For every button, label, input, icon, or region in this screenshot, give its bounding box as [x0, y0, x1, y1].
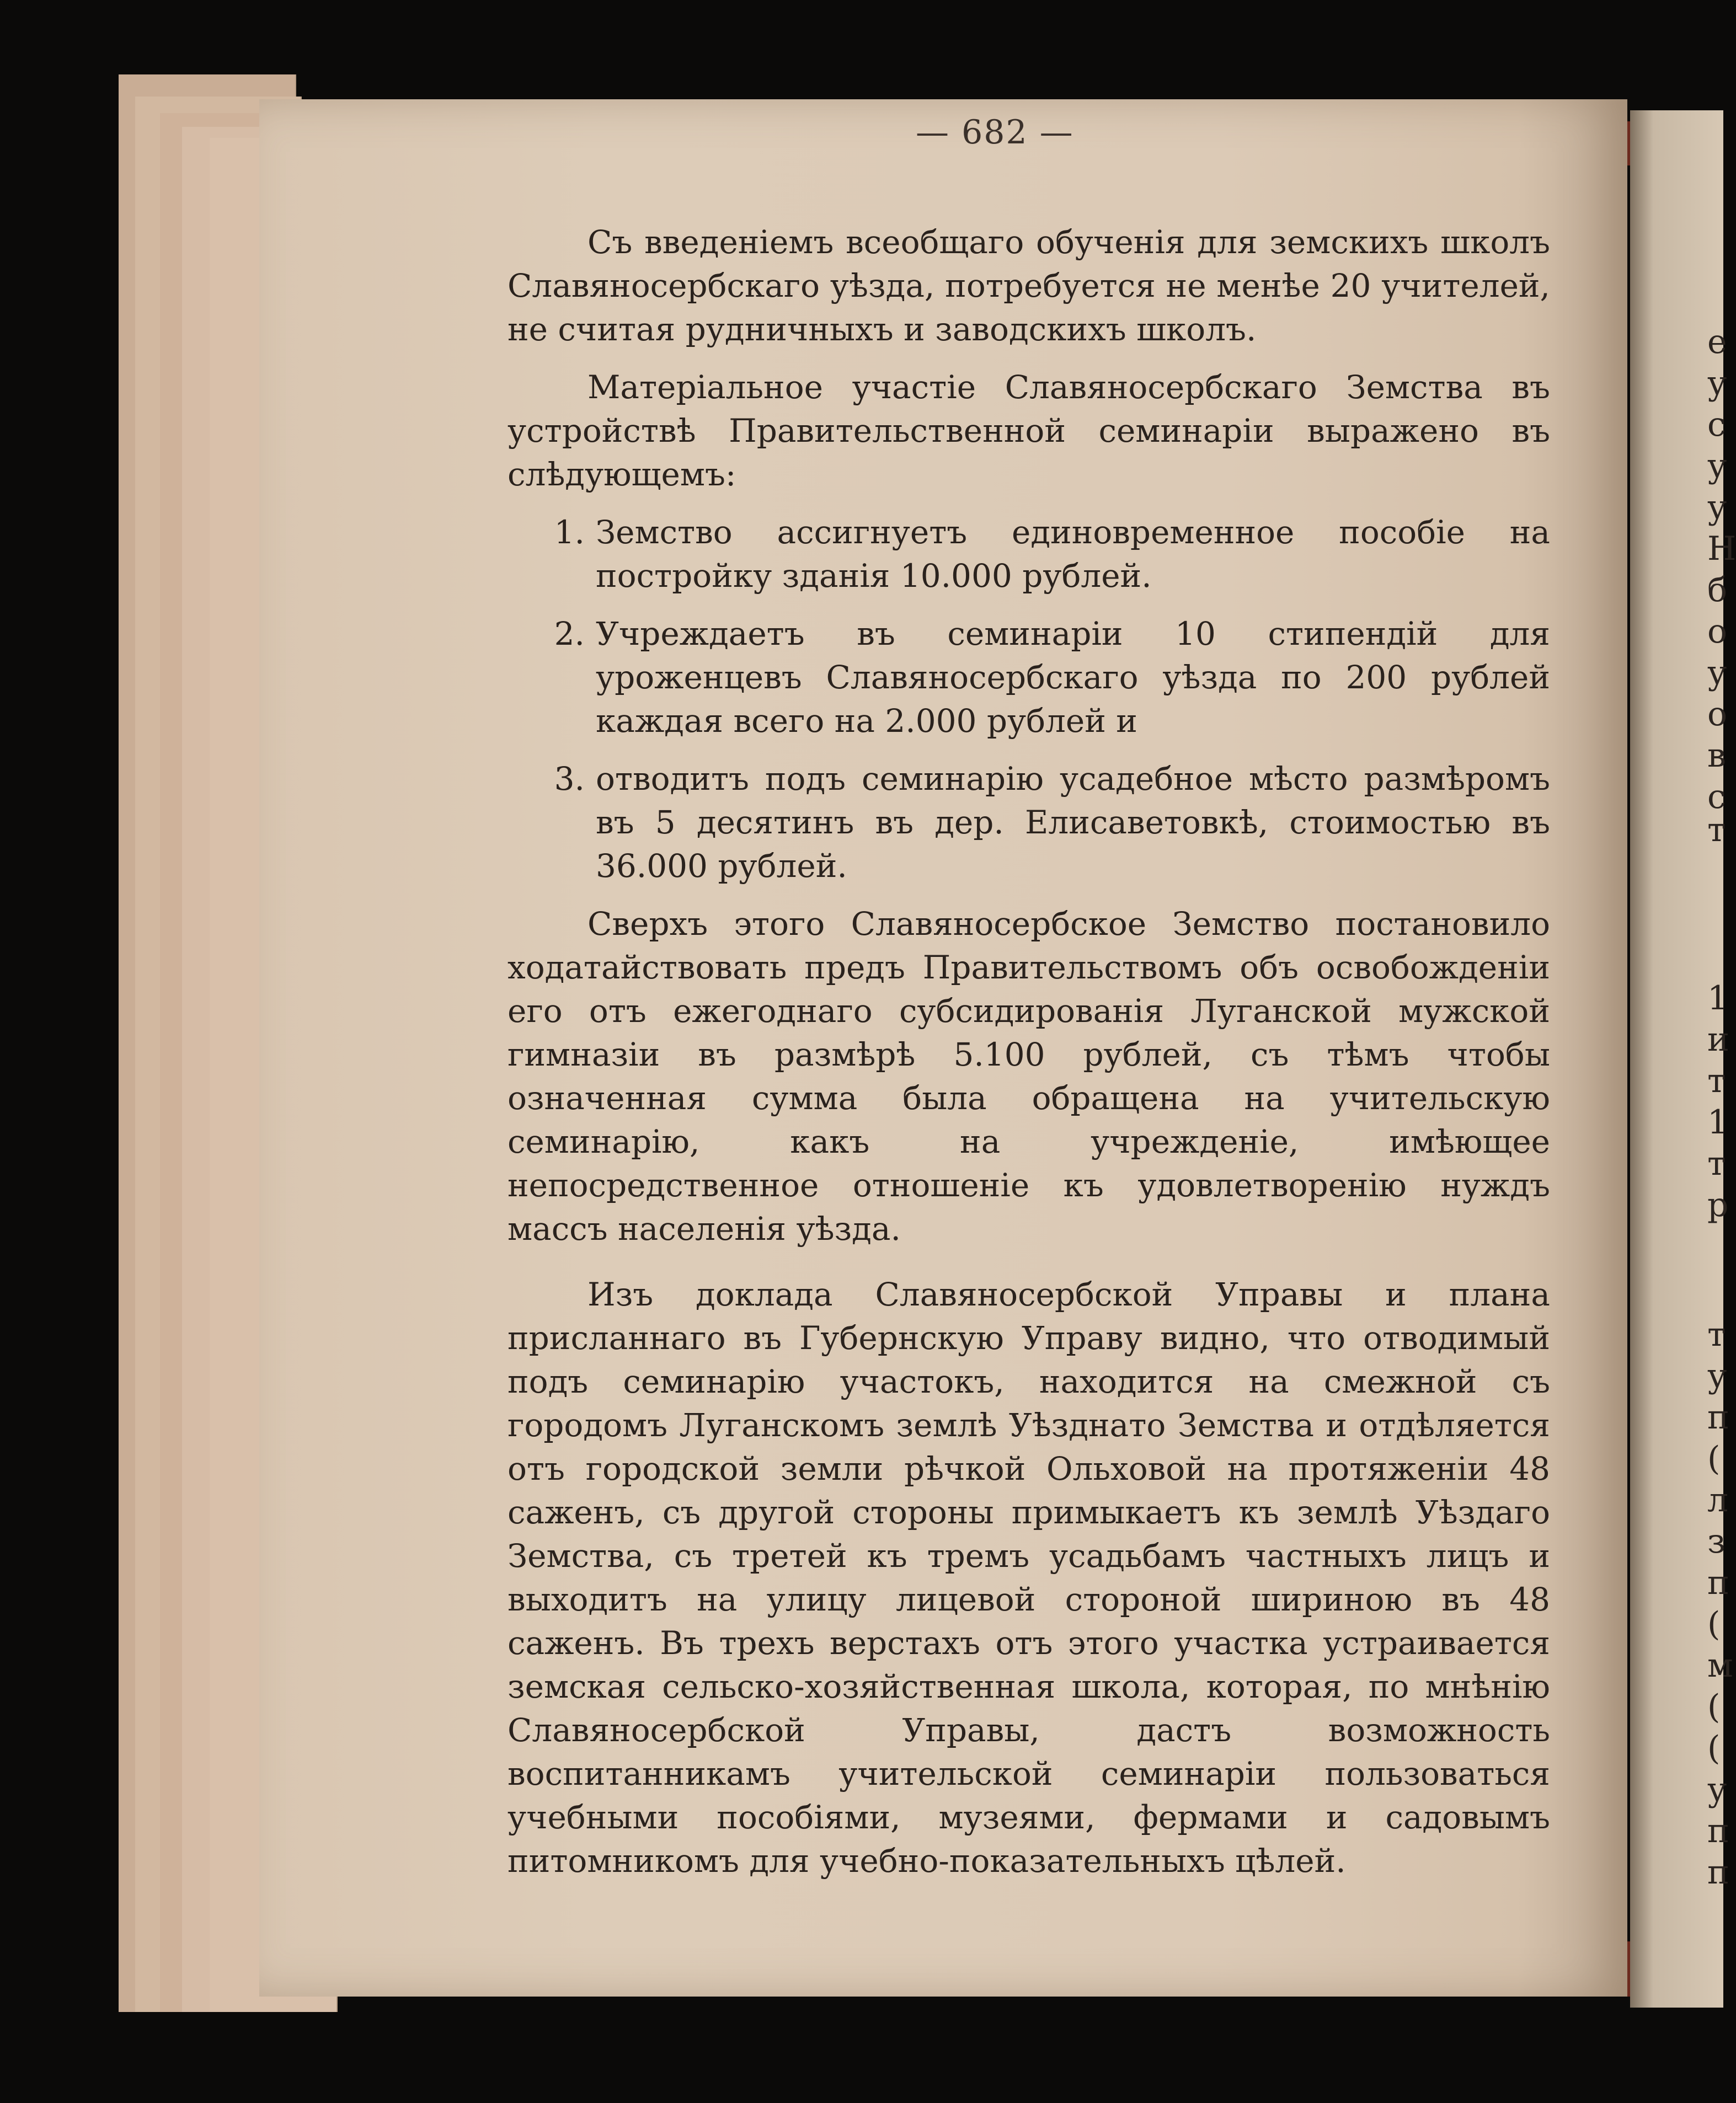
facing-page-letter: у	[1707, 488, 1727, 527]
facing-page-letter: 1	[1707, 979, 1729, 1018]
list-number: 1.	[554, 513, 585, 551]
list-item	[508, 511, 1550, 598]
facing-page-letter: п	[1707, 1812, 1729, 1850]
page-body	[508, 221, 1550, 1897]
facing-page-letter: 1	[1707, 1103, 1729, 1142]
facing-page-letter: у	[1707, 1357, 1727, 1395]
facing-page-letter: т	[1707, 1144, 1726, 1183]
facing-page-letter: в	[1707, 736, 1726, 775]
paragraph: Сверхъ этого Славяносербское Земство постановило ходатайствовать предъ Правительствомъ объ освобожденіи его отъ ежегоднаго субсидированія Луганской мужской гимназіи въ размѣрѣ 5.100 рублей, съ тѣмъ чтобы означенная сумма была обращена на учительскую семинарію, какъ на учрежденіе, имѣющее непосредственное отношеніе къ удовлетворенію нуждъ массъ населенія уѣзда.	[508, 905, 1550, 1248]
facing-page-letter: у	[1707, 447, 1727, 485]
list-item	[508, 612, 1550, 743]
facing-page-letter: с	[1707, 778, 1726, 816]
facing-page-letter: о	[1707, 612, 1728, 651]
facing-page-letter: л	[1707, 1481, 1729, 1519]
paragraph: Изъ доклада Славяносербской Управы и плана присланнаго въ Губернскую Управу видно, что отводимый подъ семинарію участокъ, находится на смежной съ городомъ Луганскомъ землѣ Уѣзднато Земства и отдѣляется отъ городской земли рѣчкой Ольховой на протяженіи 48 саженъ, съ другой стороны примыкаетъ къ землѣ Уѣздаго Земства, съ третей къ тремъ усадьбамъ частныхъ лицъ и выходитъ на улицу лицевой стороной шириною въ 48 саженъ. Въ трехъ верстахъ отъ этого участка устраивается земская сельско-хозяйственная школа, которая, по мнѣнію Славяносербской Управы, дастъ возможность воспитанникамъ учительской семинаріи пользоваться учебными пособіями, музеями, фермами и садовымъ питомникомъ для учебно-показательныхъ цѣлей.	[508, 1276, 1550, 1880]
list-number: 2.	[554, 615, 585, 652]
facing-page-letter: е	[1707, 323, 1727, 361]
facing-page-letter: п	[1707, 1398, 1729, 1437]
facing-page-letter: с	[1707, 405, 1726, 444]
facing-page-letter: т	[1707, 811, 1726, 849]
facing-page-letter: (	[1707, 1440, 1721, 1478]
facing-page-letter: у	[1707, 654, 1727, 692]
facing-page-letter: Н	[1707, 529, 1736, 568]
facing-page-letter: п	[1707, 1853, 1729, 1892]
facing-page-letter: р	[1707, 1186, 1729, 1224]
list-text: Учреждаетъ въ семинаріи 10 стипендій для уроженцевъ Славяносербскаго уѣзда по 200 рублей каждая всего на 2.000 рублей и	[596, 615, 1550, 740]
facing-page-letter: о	[1707, 695, 1728, 734]
list-number: 3.	[554, 760, 585, 798]
page-number: — 682 —	[916, 113, 1074, 152]
facing-page-letter: з	[1707, 1522, 1726, 1561]
facing-page-letter: п	[1707, 1564, 1729, 1602]
list-text: отводитъ подъ семинарію усадебное мѣсто размѣромъ въ 5 десятинъ въ дер. Елисаветовкѣ, стоимостью въ 36.000 рублей.	[596, 760, 1550, 885]
facing-page-letter: (	[1707, 1605, 1721, 1644]
facing-page-letter: у	[1707, 364, 1727, 403]
facing-page-letter: (	[1707, 1688, 1721, 1726]
facing-page-letter: т	[1707, 1315, 1726, 1354]
facing-page-letter: м	[1707, 1646, 1733, 1685]
facing-page-letter: т	[1707, 1062, 1726, 1100]
paragraph: Матеріальное участіе Славяносербскаго Земства въ устройствѣ Правительственной семинаріи выражено въ слѣдующемъ:	[508, 368, 1550, 493]
facing-page-letter: б	[1707, 571, 1728, 609]
facing-page-letter: (	[1707, 1729, 1721, 1768]
facing-page-letter: и	[1707, 1020, 1729, 1059]
facing-page-letter: у	[1707, 1770, 1727, 1809]
list-text: Земство ассигнуетъ единовременное пособіе на постройку зданія 10.000 рублей.	[596, 513, 1550, 595]
list-item	[508, 757, 1550, 888]
paragraph: Съ введеніемъ всеобщаго обученія для земскихъ школъ Славяносербскаго уѣзда, потребуется не менѣе 20 учителей, не считая рудничныхъ и заводскихъ школъ.	[508, 223, 1550, 348]
